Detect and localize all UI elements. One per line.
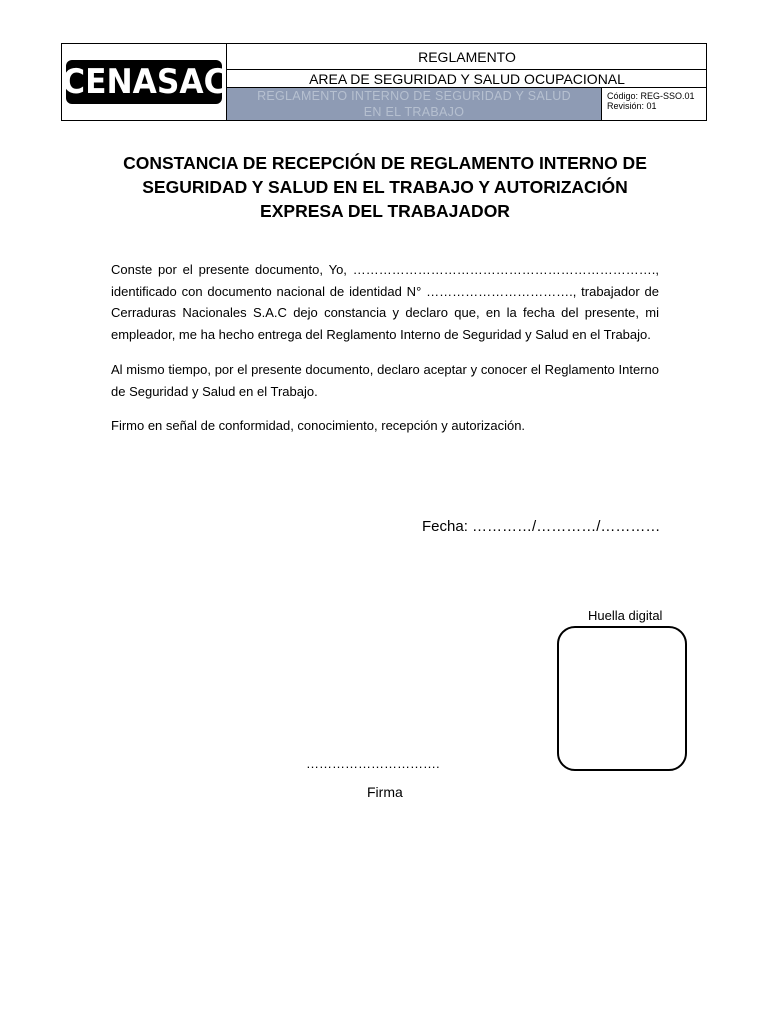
title-line2: SEGURIDAD Y SALUD EN EL TRABAJO Y AUTORIZACIÓN: [142, 177, 628, 197]
document-name-line1: REGLAMENTO INTERNO DE SEGURIDAD Y SALUD: [257, 89, 571, 103]
logo-cell: [62, 44, 227, 120]
title-line1: CONSTANCIA DE RECEPCIÓN DE REGLAMENTO INTERNO DE: [123, 153, 647, 173]
header-code-cell: [603, 88, 707, 120]
fingerprint-box[interactable]: [557, 626, 687, 771]
title-line3: EXPRESA DEL TRABAJADOR: [260, 201, 510, 221]
header-row-document-name: [227, 88, 602, 120]
document-revision: Revisión: 01: [607, 101, 657, 111]
header-row-area: AREA DE SEGURIDAD Y SALUD OCUPACIONAL: [227, 70, 707, 88]
document-title: [100, 151, 670, 223]
signature-line[interactable]: ………………………….: [306, 756, 440, 771]
fingerprint-label: Huella digital: [588, 608, 663, 623]
document-code: Código: REG-SSO.01: [607, 91, 695, 101]
document-header: [61, 43, 707, 121]
date-field[interactable]: Fecha: …………/…………/…………: [422, 518, 661, 535]
logo-text: CENASAC: [61, 62, 227, 102]
paragraph-firmo: Firmo en señal de conformidad, conocimiento, recepción y autorización.: [111, 418, 526, 433]
paragraph-aceptacion: Al mismo tiempo, por el presente documento, declaro aceptar y conocer el Reglamento Interno de Seguridad y Salud en el Trabajo.: [111, 362, 659, 399]
signature-label: Firma: [367, 784, 403, 800]
paragraph-constancia: Conste por el presente documento, Yo, ……………………………………………………………., identificado con documento nacional de identidad N° ……………………………., trabajador de Cerraduras Nacionales S.A.C dejo constancia y declaro que, en la fecha del presente, mi empleador, me ha hecho entrega del Reglamento Interno de Seguridad y Salud en el Trabajo.: [111, 262, 659, 342]
document-name-line2: EN EL TRABAJO: [363, 105, 465, 119]
header-row-reglamento: REGLAMENTO: [227, 44, 707, 70]
cenasac-logo: [61, 60, 227, 104]
